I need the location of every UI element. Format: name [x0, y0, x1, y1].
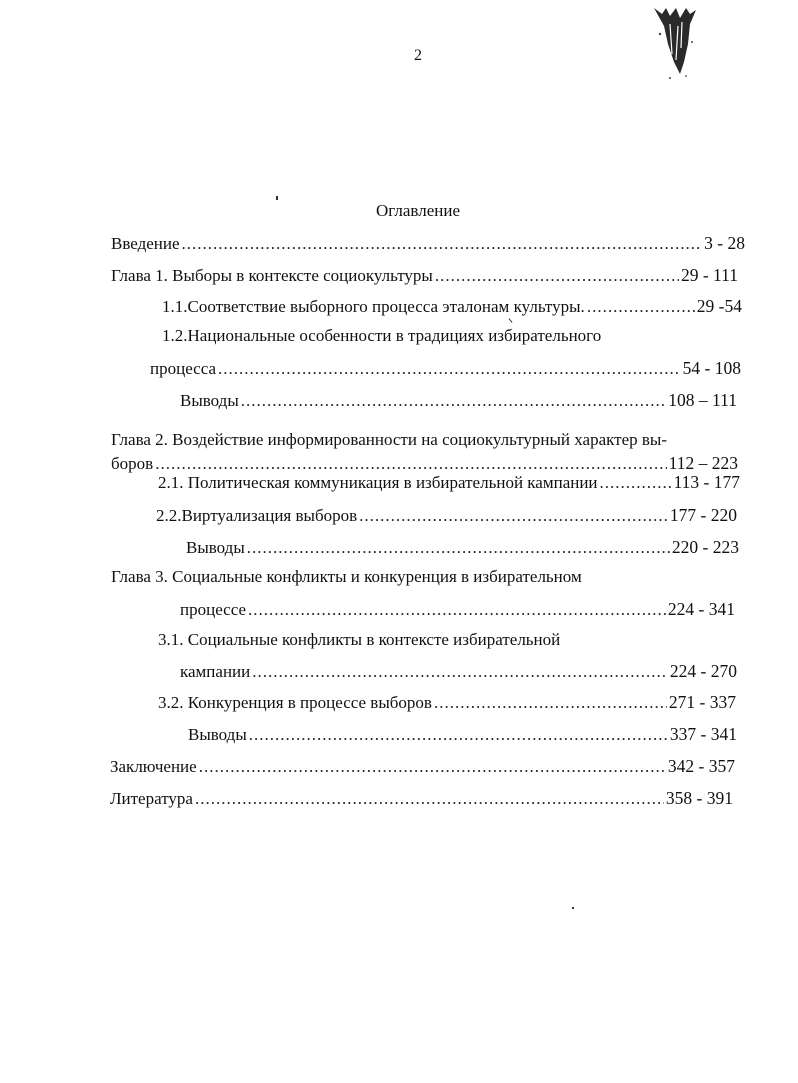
toc-entry-label: Выводы: [180, 391, 239, 410]
toc-entry-chapter-3-conclusions[interactable]: [188, 724, 737, 745]
toc-entry-section-1-2[interactable]: [150, 358, 741, 379]
toc-entry-introduction[interactable]: [111, 233, 745, 254]
toc-entry-section-1-1[interactable]: [162, 296, 742, 317]
toc-entry-label: Заключение: [110, 757, 197, 776]
toc-entry-chapter-2[interactable]: [111, 453, 738, 474]
toc-entry-section-1-2-title[interactable]: 1.2.Национальные особенности в традициях избирательного: [162, 326, 602, 345]
toc-entry-label: процессе: [180, 600, 247, 619]
toc-entry-pages: 224 - 270: [669, 661, 737, 681]
toc-entry-label: 3.2. Конкуренция в процессе выборов: [158, 693, 432, 712]
toc-entry-pages: 112 – 223: [668, 453, 738, 473]
toc-entry-pages: 177 - 220: [669, 505, 737, 525]
dot-leader: [587, 297, 695, 317]
toc-entry-pages: 342 - 357: [667, 756, 735, 776]
toc-entry-chapter-2-title[interactable]: Глава 2. Воздействие информированности на социокультурный характер вы-: [111, 430, 668, 449]
page-number: 2: [414, 47, 422, 64]
toc-title: Оглавление: [376, 201, 460, 220]
toc-entry-label: Литература: [110, 789, 193, 808]
toc-entry-chapter-1-conclusions[interactable]: [180, 390, 737, 411]
toc-entry-label: процесса: [150, 359, 217, 378]
dot-leader: [247, 538, 670, 558]
toc-entry-pages: 220 - 223: [671, 537, 739, 557]
dot-leader: [252, 662, 668, 682]
toc-entry-pages: 224 - 341: [667, 599, 735, 619]
scan-speck: [276, 196, 278, 200]
toc-entry-pages: 54 - 108: [682, 358, 741, 378]
dot-leader: [359, 506, 668, 526]
toc-entry-pages: 113 - 177: [673, 472, 740, 492]
dot-leader: [435, 266, 679, 286]
dot-leader: [600, 473, 672, 493]
scan-speck: [572, 907, 574, 909]
toc-entry-label: боров: [111, 454, 154, 473]
toc-entry-section-3-1[interactable]: [180, 661, 737, 682]
toc-entry-references[interactable]: [110, 788, 733, 809]
toc-entry-pages: 271 - 337: [668, 692, 736, 712]
toc-entry-pages: 29 - 111: [680, 265, 738, 285]
dot-leader: [199, 757, 666, 777]
toc-entry-chapter-1[interactable]: [111, 265, 738, 286]
toc-entry-chapter-3[interactable]: [180, 599, 735, 620]
toc-entry-label: Выводы: [186, 538, 245, 557]
toc-entry-label: Введение: [111, 234, 180, 253]
toc-entry-pages: 358 - 391: [665, 788, 733, 808]
dot-leader: [182, 234, 703, 254]
toc-entry-label: кампании: [180, 662, 251, 681]
toc-entry-conclusion[interactable]: [110, 756, 735, 777]
dot-leader: [248, 600, 666, 620]
dot-leader: [249, 725, 668, 745]
dot-leader: [195, 789, 664, 809]
toc-entry-section-3-2[interactable]: [158, 692, 736, 713]
dot-leader: [218, 359, 681, 379]
dot-leader: [155, 454, 666, 474]
toc-entry-pages: 337 - 341: [669, 724, 737, 744]
toc-entry-label: 1.1.Соответствие выборного процесса эталонам культуры.: [162, 297, 585, 316]
toc-entry-section-2-2[interactable]: [156, 505, 737, 526]
dot-leader: [434, 693, 667, 713]
toc-entry-section-3-1-title[interactable]: 3.1. Социальные конфликты в контексте избирательной: [158, 630, 561, 649]
toc-entry-label: 2.1. Политическая коммуникация в избирательной кампании: [158, 473, 598, 492]
toc-entry-label: Выводы: [188, 725, 247, 744]
toc-entry-label: 2.2.Виртуализация выборов: [156, 506, 358, 525]
toc-entry-section-2-1[interactable]: [158, 472, 740, 493]
toc-entry-label: Глава 1. Выборы в контексте социокультуры: [111, 266, 433, 285]
dot-leader: [241, 391, 667, 411]
toc-entry-chapter-3-title[interactable]: Глава 3. Социальные конфликты и конкуренция в избирательном: [111, 567, 582, 586]
toc-entry-pages: 3 - 28: [704, 233, 745, 253]
toc-entry-pages: 29 -54: [696, 296, 742, 316]
toc-entry-pages: 108 – 111: [668, 390, 737, 410]
toc-entry-chapter-2-conclusions[interactable]: [186, 537, 739, 558]
